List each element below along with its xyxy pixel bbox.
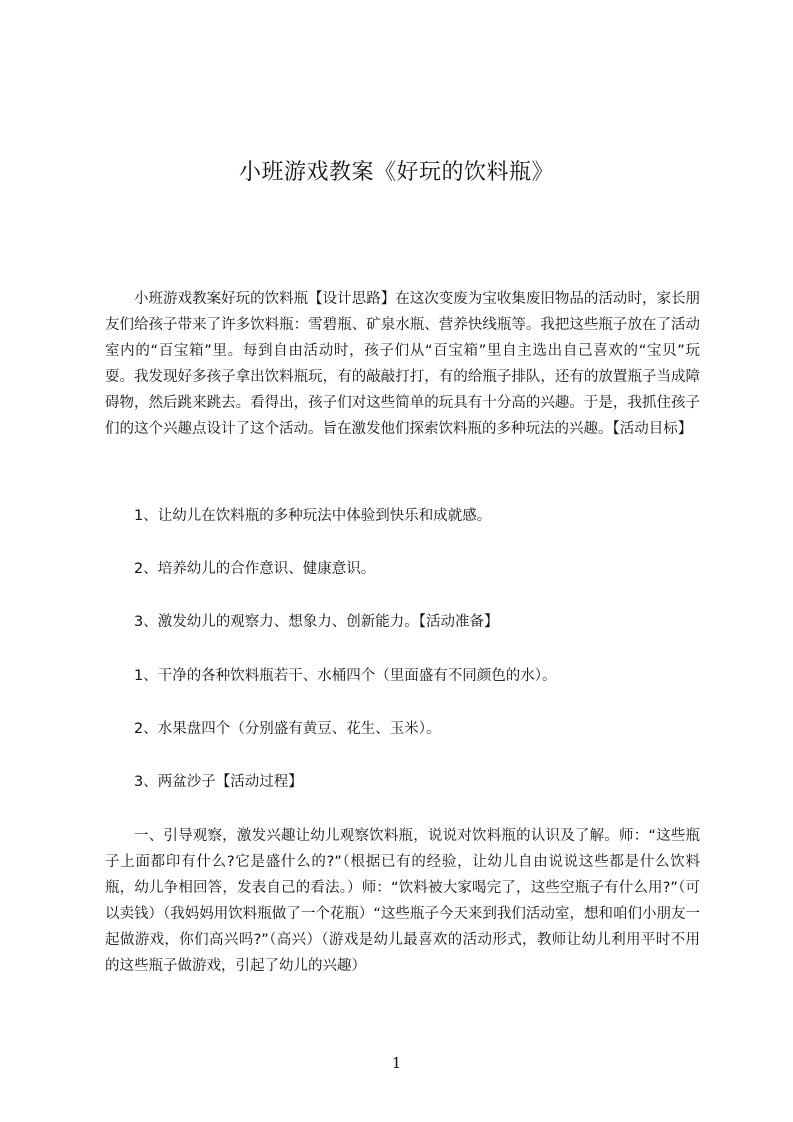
paragraph-process-1: 一、引导观察，激发兴趣让幼儿观察饮料瓶，说说对饮料瓶的认识及了解。师：“这些瓶子上面都印有什么?它是盛什么的?”（根据已有的经验，让幼儿自由说说这些都是什么饮料瓶，幼儿争相回答，发表自己的看法。）师：“饮料被大家喝完了，这些空瓶子有什么用?”（可以卖钱）（我妈妈用饮料瓶做了一个花瓶）“这些瓶子今天来到我们活动室，想和咱们小朋友一起做游戏，你们高兴吗?”（高兴）（游戏是幼儿最喜欢的活动形式，教师让幼儿利用平时不用的这些瓶子做游戏，引起了幼儿的兴趣） bbox=[105, 828, 700, 975]
paragraph-prep-3: 3、两盆沙子【活动过程】 bbox=[134, 774, 303, 790]
paragraph-prep-2: 2、水果盘四个（分别盛有黄豆、花生、玉米）。 bbox=[134, 721, 441, 737]
page-number: 1 bbox=[391, 1054, 402, 1072]
paragraph-prep-1: 1、干净的各种饮料瓶若干、水桶四个（里面盛有不同颜色的水）。 bbox=[134, 668, 557, 684]
paragraph-design-idea: 小班游戏教案好玩的饮料瓶【设计思路】在这次变废为宝收集废旧物品的活动时，家长朋友们给孩子带来了许多饮料瓶：雪碧瓶、矿泉水瓶、营养快线瓶等。我把这些瓶子放在了活动室内的“百宝箱”里。每到自由活动时，孩子们从“百宝箱”里自主选出自己喜欢的“宝贝”玩耍。我发现好多孩子拿出饮料瓶玩，有的敲敲打打，有的给瓶子排队，还有的放置瓶子当成障碍物，然后跳来跳去。看得出，孩子们对这些简单的玩具有十分高的兴趣。于是，我抓住孩子们的这个兴趣点设计了这个活动。旨在激发他们探索饮料瓶的多种玩法的兴趣。【活动目标】 bbox=[105, 291, 700, 438]
paragraph-goal-2: 2、培养幼儿的合作意识、健康意识。 bbox=[134, 561, 376, 577]
paragraph-goal-1: 1、让幼儿在饮料瓶的多种玩法中体验到快乐和成就感。 bbox=[134, 508, 492, 524]
paragraph-goal-3: 3、激发幼儿的观察力、想象力、创新能力。【活动准备】 bbox=[134, 614, 499, 630]
document-title: 小班游戏教案《好玩的饮料瓶》 bbox=[238, 159, 554, 185]
